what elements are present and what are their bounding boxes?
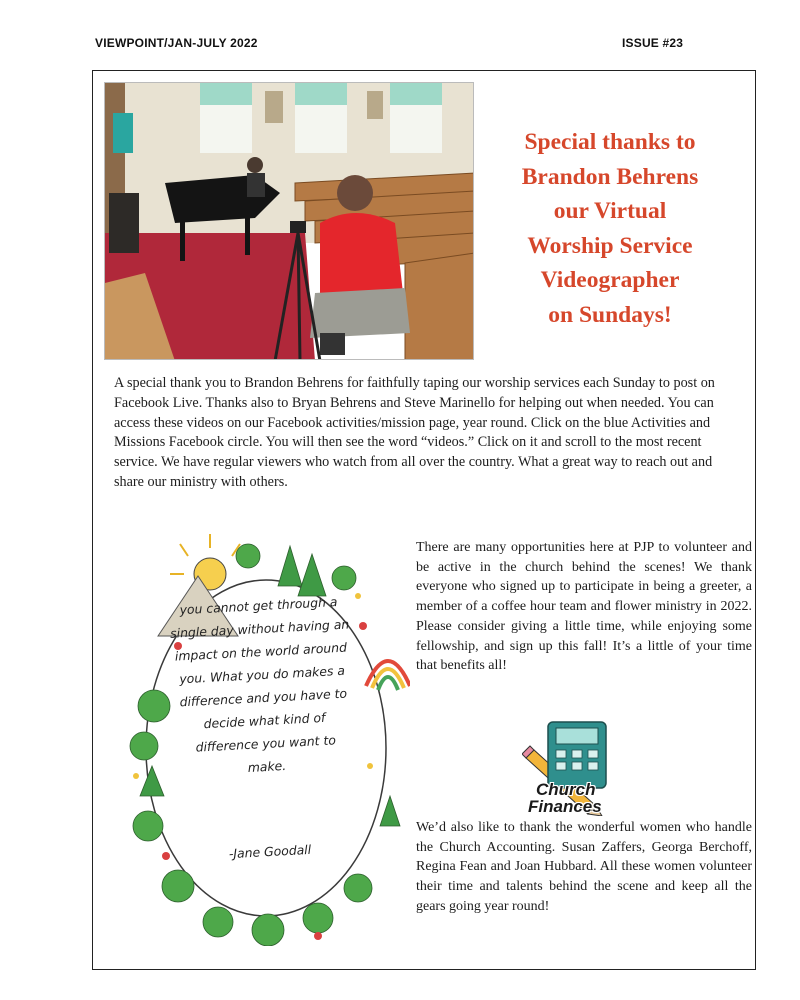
headline-line: Special thanks to bbox=[524, 129, 696, 155]
headline-line: Videographer bbox=[540, 267, 680, 293]
volunteer-paragraph: There are many opportunities here at PJP to volunteer and be active in the church behind the scenes! We thank everyone who signed up to participate in being a greeter, a member of a coffee hour team and flower ministry in 2022. Please consider giving a little time, while enjoying some fellowship, and sign up this fall! It’s a little of your time that benefits all! bbox=[416, 540, 752, 674]
finances-label-line1: Church bbox=[536, 780, 596, 799]
header-issue: ISSUE #23 bbox=[622, 36, 684, 50]
finances-label bbox=[528, 781, 602, 815]
quote-poster bbox=[118, 526, 410, 946]
finances-label-line2: Finances bbox=[528, 797, 602, 816]
headline-line: on Sundays! bbox=[548, 301, 672, 328]
poster-author: -Jane Goodall bbox=[228, 841, 312, 862]
headline bbox=[480, 125, 740, 332]
videographer-photo bbox=[104, 82, 474, 360]
header-publication: VIEWPOINT/JAN-JULY 2022 bbox=[95, 36, 258, 50]
poster-quote: you cannot get through a single day without having an impact on the world around you. What you do makes a difference and you have to decide what kind of difference you want to make. bbox=[169, 594, 350, 775]
intro-paragraph: A special thank you to Brandon Behrens for faithfully taping our worship services each Sunday to post on Facebook Live. Thanks also to Bryan Behrens and Steve Marinello for helping out when needed. You can access these videos on our Facebook activities/mission page, year round. Click on the blue Activities and Missions Facebook circle. You will then see the word “videos.” Click on it and scroll to the most recent service. We have regular viewers who watch from all over the country. What a great way to reach out and share our ministry with others. bbox=[114, 375, 715, 490]
accounting-paragraph: We’d also like to thank the wonderful women who handle the Church Accounting. Susan Zaffers, Georga Berchoff, Regina Fean and Joan Hubbard. All these women volunteer their time and talents behind the scene and keep all the gears going year round! bbox=[416, 820, 752, 914]
headline-line: Brandon Behrens bbox=[521, 163, 699, 190]
headline-line: Worship Service bbox=[527, 232, 693, 259]
headline-line: our Virtual bbox=[553, 198, 667, 224]
